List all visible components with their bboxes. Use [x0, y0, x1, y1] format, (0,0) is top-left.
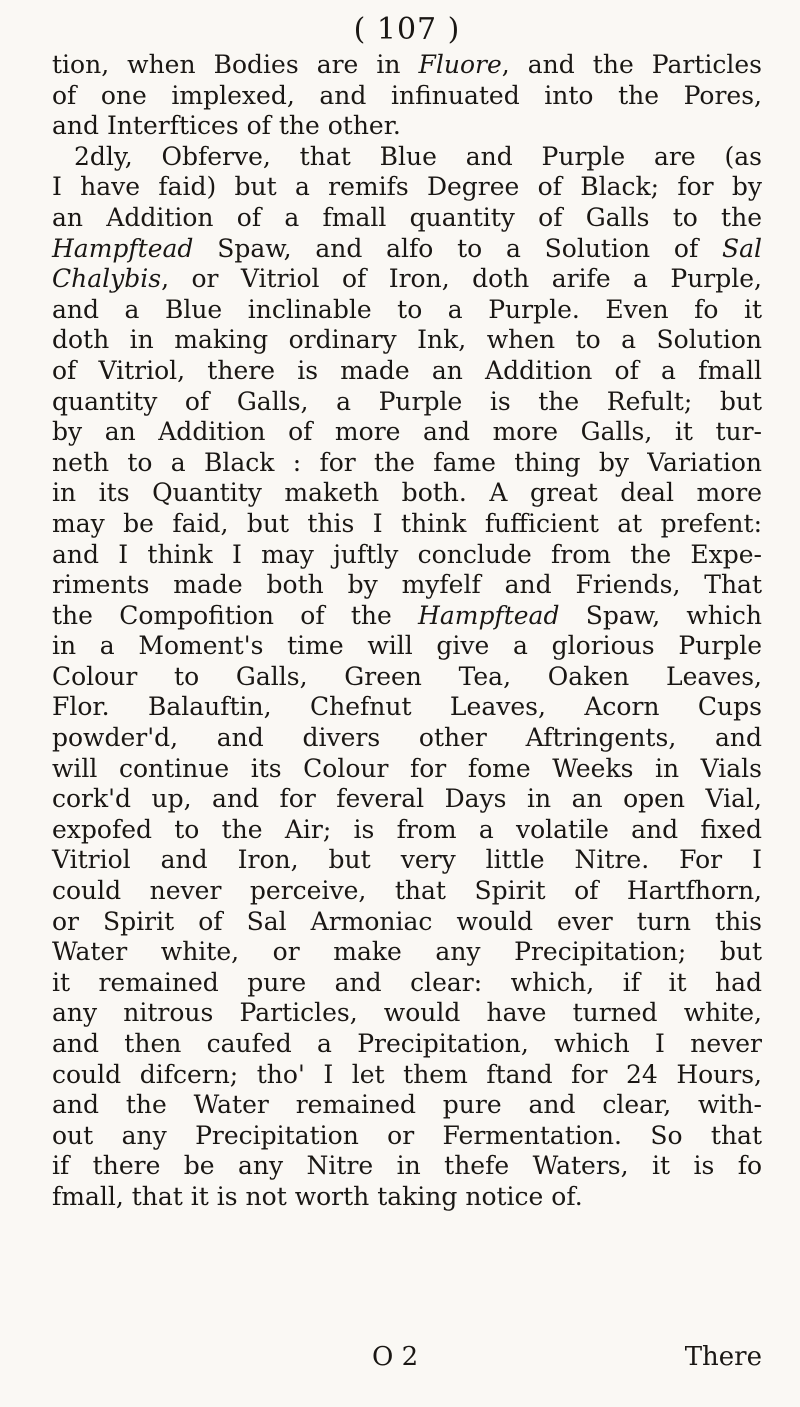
text-line: neth to a Black : for the fame thing by Variation [52, 447, 762, 477]
text-line: quantity of Galls, a Purple is the Refult; but [52, 386, 762, 416]
text-line: could never perceive, that Spirit of Hartfhorn, [52, 876, 762, 906]
text-line: Chalybis, or Vitriol of Iron, doth arife a Purple, [52, 264, 762, 294]
text-line: cork'd up, and for feveral Days in an open Vial, [52, 784, 762, 814]
text-line: if there be any Nitre in thefe Waters, it is fo [52, 1151, 762, 1181]
text-line: fmall, that it is not worth taking notice of. [52, 1181, 583, 1211]
text-line: Flor. Balauftin, Chefnut Leaves, Acorn Cups [52, 692, 762, 722]
signature-mark: O 2 [372, 1342, 419, 1372]
text-line: expofed to the Air; is from a volatile and fixed [52, 814, 762, 844]
text-line: of Vitriol, there is made an Addition of a fmall [52, 355, 762, 385]
text-line: doth in making ordinary Ink, when to a Solution [52, 325, 762, 355]
text-line: Vitriol and Iron, but very little Nitre. For I [52, 845, 762, 875]
text-line: 2dly, Obferve, that Blue and Purple are (as [74, 141, 762, 171]
text-line: Water white, or make any Precipitation; but [52, 937, 762, 967]
text-line: Colour to Galls, Green Tea, Oaken Leaves, [52, 661, 762, 691]
text-line: and the Water remained pure and clear, with- [52, 1090, 762, 1120]
text-line: in a Moment's time will give a glorious Purple [52, 631, 762, 661]
text-line: and I think I may juftly conclude from the Expe- [52, 539, 762, 569]
text-line: and then caufed a Precipitation, which I never [52, 1029, 762, 1058]
text-line: I have faid) but a remifs Degree of Black; for by [52, 172, 762, 202]
book-page [52, 0, 762, 1407]
text-line: out any Precipitation or Fermentation. So that [52, 1120, 762, 1150]
page-number: ( 107 ) [353, 12, 461, 47]
text-line: will continue its Colour for fome Weeks in Vials [52, 753, 762, 783]
text-line: it remained pure and clear: which, if it had [52, 967, 762, 997]
catchword: There [684, 1342, 762, 1372]
text-line: could difcern; tho' I let them ftand for 24 Hours, [52, 1059, 762, 1089]
page-footer [52, 1340, 762, 1374]
text-line: or Spirit of Sal Armoniac would ever turn this [52, 906, 762, 936]
text-line: the Compofition of the Hampftead Spaw, which [52, 600, 762, 630]
text-line: by an Addition of more and more Galls, it tur- [52, 417, 762, 447]
text-line: may be faid, but this I think fufficient at prefent: [52, 508, 762, 538]
text-line: in its Quantity maketh both. A great deal more [52, 478, 762, 508]
text-line: an Addition of a fmall quantity of Galls to the [52, 202, 762, 232]
text-line: of one implexed, and infinuated into the Pores, [52, 80, 762, 110]
text-line: powder'd, and divers other Aftringents, and [52, 723, 762, 753]
text-line: Hampftead Spaw, and alfo to a Solution of Sal [52, 233, 762, 263]
text-line: riments made both by myfelf and Friends, That [52, 570, 762, 600]
text-line: tion, when Bodies are in Fluore, and the Particles [52, 50, 762, 79]
text-line: and Interftices of the other. [52, 111, 401, 141]
text-line: any nitrous Particles, would have turned white, [52, 998, 762, 1028]
body-text [52, 50, 762, 1213]
text-line: and a Blue inclinable to a Purple. Even fo it [52, 294, 762, 324]
